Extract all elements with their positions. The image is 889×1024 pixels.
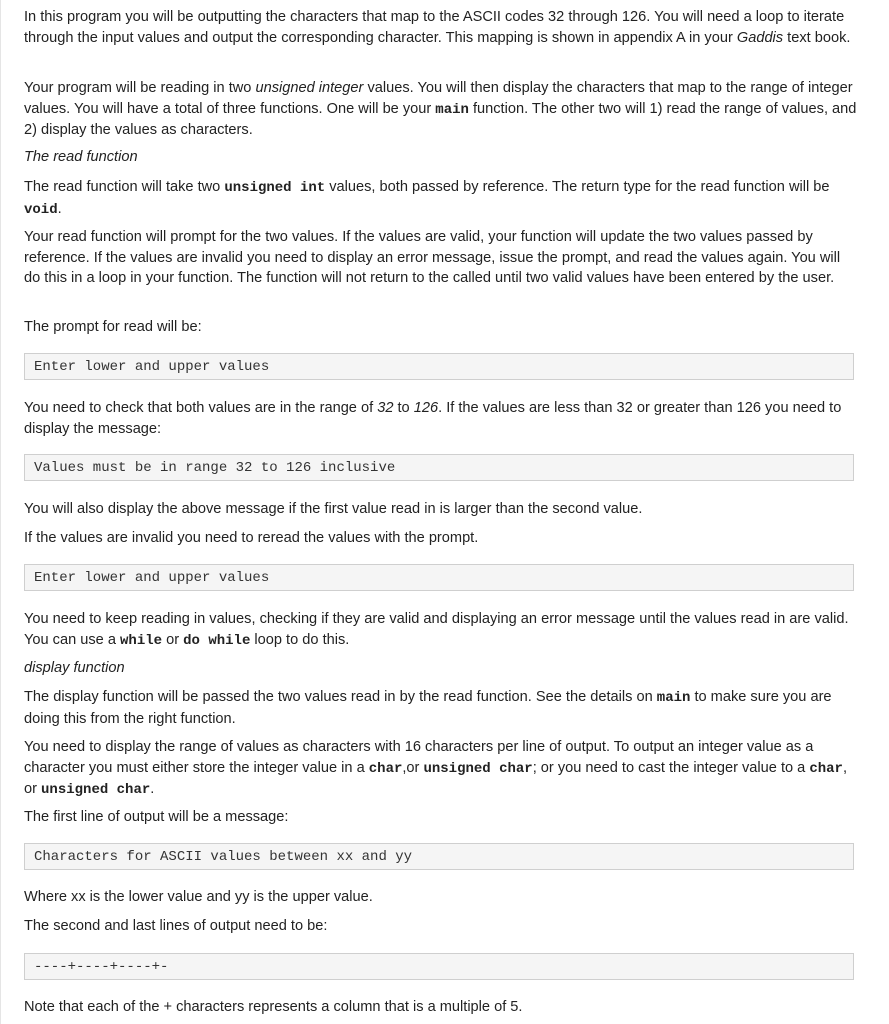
main-code-ref: main <box>656 690 691 706</box>
range-text-2: to <box>393 400 414 416</box>
overview-text-2: values. You will then display the characters that map to the range of integer values. You will have a total of three functions. One will be your <box>24 80 853 117</box>
error-message-code-box: Values must be in range 32 to 126 inclusive <box>24 454 854 481</box>
range-check-paragraph <box>24 398 860 439</box>
display-function-heading: display function <box>24 660 125 676</box>
read-sig-text-2: values, both passed by reference. The return type for the read function will be <box>325 179 830 195</box>
display-text-2: to make sure you are doing this from the right function. <box>24 689 832 727</box>
intro-text: In this program you will be outputting the characters that map to the ASCII codes 32 through 126. You will need a loop to iterate through the input values and output the corresponding character. This mapping is shown in appendix A in your <box>24 9 845 46</box>
ruler-intro: The second and last lines of output need to be: <box>24 918 328 934</box>
order-check-paragraph: You will also display the above message if the first value read in is larger than the second value. <box>24 501 643 517</box>
format-text: You need to display the range of values as characters with 16 characters per line of output. To output an integer value as a character you must either store the integer value in a <box>24 739 814 776</box>
main-code: main <box>435 101 469 118</box>
book-title: Gaddis <box>736 29 784 46</box>
read-sig-text-3: . <box>57 200 62 217</box>
read-behavior-paragraph: Your read function will prompt for the two values. If the values are valid, your function will update the two values passed by reference. If the values are invalid you need to display an error message, issue the prompt, and read the values again. You will do this in a loop in your function. The function will not return to the called until two valid values have been entered by the user. <box>24 229 841 286</box>
range-text: You need to check that both values are in the range of <box>24 400 378 416</box>
format-text-5: . <box>150 781 155 797</box>
unsigned-char-code-2: unsigned char <box>41 782 151 798</box>
prompt-code-box: Enter lower and upper values <box>24 353 854 380</box>
reprompt-code-box: Enter lower and upper values <box>24 564 854 591</box>
format-text-2: ,or <box>402 759 424 776</box>
reread-paragraph: If the values are invalid you need to reread the values with the prompt. <box>24 530 479 546</box>
loop-text-3: loop to do this. <box>250 631 350 648</box>
program-overview-paragraph <box>24 78 860 141</box>
display-text: The display function will be passed the two values read in by the read function. See the details on <box>24 689 657 705</box>
display-format-paragraph <box>24 737 860 801</box>
range-high: 126 <box>413 400 439 416</box>
first-line-intro: The first line of output will be a message: <box>24 809 289 825</box>
do-while-code: do while <box>183 632 251 649</box>
read-signature-paragraph <box>24 177 860 220</box>
loop-text-2: or <box>162 631 184 648</box>
prompt-intro: The prompt for read will be: <box>24 319 202 335</box>
unsigned-int-code: unsigned int <box>224 180 326 196</box>
display-params-paragraph <box>24 687 860 729</box>
unsigned-integer-emphasis: unsigned integer <box>255 80 364 96</box>
assignment-page <box>1 0 889 1024</box>
xx-yy-explanation: Where xx is the lower value and yy is the upper value. <box>24 889 373 905</box>
char-code-2: char <box>809 760 843 777</box>
ruler-note: Note that each of the + characters represents a column that is a multiple of 5. <box>24 999 523 1015</box>
range-low: 32 <box>377 400 394 416</box>
unsigned-char-code: unsigned char <box>423 760 533 777</box>
intro-paragraph <box>24 7 860 48</box>
char-code: char <box>368 760 403 777</box>
while-code: while <box>120 632 163 649</box>
loop-paragraph <box>24 609 860 651</box>
format-text-3: ; or you need to cast the integer value to a <box>532 759 810 776</box>
overview-text-3: function. The other two will 1) read the range of values, and 2) display the values as characters. <box>24 100 857 138</box>
read-sig-text: The read function will take two <box>24 179 225 195</box>
header-message-code-box: Characters for ASCII values between xx and yy <box>24 843 854 870</box>
ruler-code-box: ----+----+----+- <box>24 953 854 980</box>
range-text-3: . If the values are less than 32 or greater than 126 you need to display the message: <box>24 400 842 437</box>
overview-text: Your program will be reading in two <box>24 80 256 96</box>
format-text-4: , or <box>24 759 848 797</box>
loop-text: You need to keep reading in values, checking if they are valid and displaying an error message until the values read in are valid. You can use a <box>24 611 849 648</box>
read-function-heading: The read function <box>24 149 138 165</box>
void-code: void <box>24 201 58 218</box>
intro-text-end: text book. <box>783 29 851 46</box>
